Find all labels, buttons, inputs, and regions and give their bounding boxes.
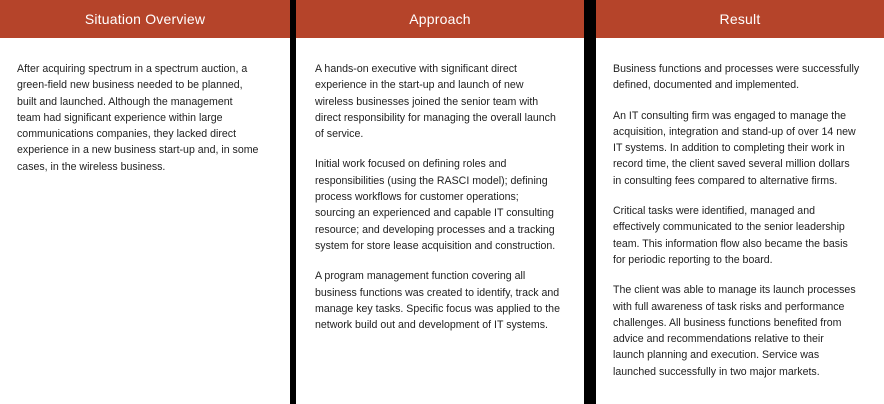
situation-overview-header: Situation Overview [0,0,290,38]
result-paragraph-4: The client was able to manage its launch processes with full awareness of task risks and performance challenges. All business functions benefited from advice and recommendations relative to their launch planning and execution. Service was launched successfully in two major markets. [613,284,856,378]
result-paragraph-2: An IT consulting firm was engaged to manage the acquisition, integration and stand-up of over 14 new IT systems. In addition to completing their work in record time, the client saved several million dollars in consulting fees compared to alternative firms. [613,109,856,187]
result-paragraph-3: Critical tasks were identified, managed and effectively communicated to the senior leadership team. This information flow also became the basis for periodic reporting to the board. [613,205,848,266]
approach-paragraph-2: Initial work focused on defining roles and responsibilities (using the RASCI model); defining process workflows for customer operations; sourcing an experienced and capable IT consulting resource; and developing processes and a tracking system for store lease acquisition and construction. [315,158,556,252]
result-paragraph-1: Business functions and processes were successfully defined, documented and implemented. [613,63,860,92]
approach-paragraph-1: A hands-on executive with significant direct experience in the start-up and launch of new wireless businesses joined the senior team with direct responsibility for managing the overall launch of service. [315,63,556,141]
situation-overview-column [0,0,290,404]
approach-body [296,38,584,404]
approach-header: Approach [296,0,584,38]
approach-column [296,0,584,404]
result-body [596,38,884,404]
situation-overview-body [0,38,290,404]
result-column [596,0,884,404]
result-header: Result [596,0,884,38]
situation-overview-paragraph: After acquiring spectrum in a spectrum auction, a green-field new business needed to be planned, built and launched. Although the management team had significant experience within large communications companies, they lacked direct experience in a new business start-up and, in some cases, in the wireless business. [17,63,259,173]
approach-paragraph-3: A program management function covering all business functions was created to identify, track and manage key tasks. Specific focus was applied to the network build out and development of IT systems. [315,270,560,332]
